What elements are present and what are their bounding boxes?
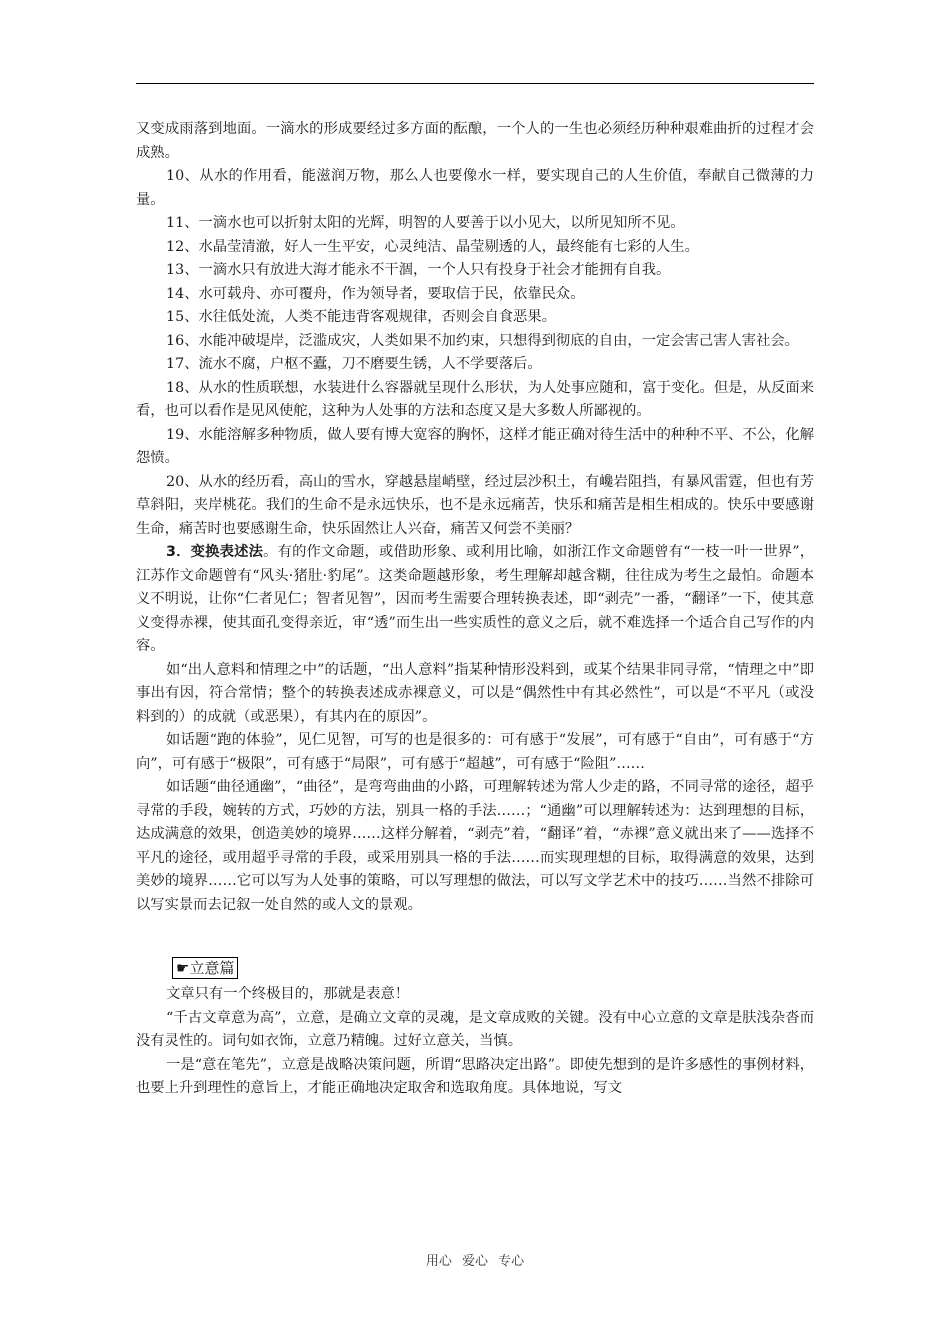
page-footer: 用心 爱心 专心 bbox=[425, 1254, 525, 1269]
list-item: 18、从水的性质联想，水装进什么容器就呈现什么形状，为人处事应随和，富于变化。但是，从反面来看，也可以看作是见风使舵，这种为人处事的方法和态度又是大多数人所鄙视的。 bbox=[136, 379, 814, 419]
paragraph-example-1: 如“出人意料和情理之中”的话题，“出人意料”指某种情形没料到，或某个结果非同寻常，“情理之中”即事出有因，符合常情；整个的转换表述成赤裸意义，可以是“偶然性中有其必然性”，可以是“不平凡（或没料到的）的成就（或恶果），有其内在的原因”。 bbox=[136, 661, 814, 725]
water-points-list bbox=[136, 118, 814, 541]
method-3-body: 。有的作文命题，或借助形象、或利用比喻，如浙江作文命题曾有“一枝一叶一世界”，江苏作文命题曾有“风头·猪肚·豹尾”。这类命题越形象，考生理解却越含糊，往往成为考生之最怕。命题本义不明说，让你“仁者见仁；智者见智”，因而考生需要合理转换表述，即“剥壳”一番，“翻译”一下，使其意义变得赤裸，使其面孔变得亲近，审“透”而生出一些实质性的意义之后，就不难选择一个适合自己写作的内容。 bbox=[136, 544, 814, 654]
list-item: 20、从水的经历看，高山的雪水，穿越悬崖峭壁，经过层沙积土，有巉岩阻挡，有暴风雷霆，但也有芳草斜阳，夹岸桃花。我们的生命不是永远快乐，也不是永远痛苦，快乐和痛苦是相生相成的。快乐中要感谢生命，痛苦时也要感谢生命，快乐固然让人兴奋，痛苦又何尝不美丽？ bbox=[136, 473, 814, 537]
list-item: 又变成雨落到地面。一滴水的形成要经过多方面的酝酿，一个人的一生也必须经历种种艰难曲折的过程才会成熟。 bbox=[136, 121, 814, 161]
list-item: 15、水往低处流，人类不能违背客观规律，否则会自食恶果。 bbox=[166, 309, 556, 325]
paragraph-example-2: 如话题“跑的体验”，见仁见智，可写的也是很多的：可有感于“发展”，可有感于“自由”，可有感于“方向”，可有感于“极限”，可有感于“局限”，可有感于“超越”，可有感于“险阻”…… bbox=[136, 732, 814, 772]
section-heading bbox=[172, 957, 238, 979]
list-item: 16、水能冲破堤岸，泛滥成灾，人类如果不加约束，只想得到彻底的自由，一定会害己害人害社会。 bbox=[166, 332, 799, 349]
list-item: 12、水晶莹清澈，好人一生平安，心灵纯洁、晶莹剔透的人，最终能有七彩的人生。 bbox=[166, 238, 699, 255]
method-3-heading: 3．变换表述法 bbox=[166, 544, 264, 560]
header-rule bbox=[136, 83, 814, 84]
list-item: 19、水能溶解多种物质，做人要有博大宽容的胸怀，这样才能正确对待生活中的种种不平、不公，化解怨愤。 bbox=[136, 426, 814, 466]
document-body bbox=[136, 118, 814, 1101]
paragraph-point-1: 一是“意在笔先”，立意是战略决策问题，所谓“思路决定出路”。即使先想到的是许多感性的事例材料，也要上升到理性的意旨上，才能正确地决定取舍和选取角度。具体地说，写文 bbox=[136, 1056, 814, 1096]
paragraph-lead: 文章只有一个终极目的，那就是表意！ bbox=[166, 986, 410, 1002]
section-gap bbox=[136, 917, 814, 957]
list-item: 10、从水的作用看，能滋润万物，那么人也要像水一样，要实现自己的人生价值，奉献自己微薄的力量。 bbox=[136, 168, 814, 208]
section-title-text: 立意篇 bbox=[189, 959, 235, 977]
method-3-paragraph bbox=[136, 541, 814, 659]
pointing-hand-icon: ☛ bbox=[176, 959, 190, 977]
list-item: 13、一滴水只有放进大海才能永不干涸，一个人只有投身于社会才能拥有自我。 bbox=[166, 262, 671, 278]
paragraph-quote: “千古文章意为高”，立意，是确立文章的灵魂，是文章成败的关键。没有中心立意的文章是肤浅杂沓而没有灵性的。词句如衣饰，立意乃精魄。过好立意关，当慎。 bbox=[136, 1009, 814, 1049]
list-item: 17、流水不腐，户枢不蠹，刀不磨要生锈，人不学要落后。 bbox=[166, 356, 542, 372]
paragraph-example-3: 如话题“曲径通幽”，“曲径”，是弯弯曲曲的小路，可理解转述为常人少走的路，不同寻常的途径，超乎寻常的手段，婉转的方式，巧妙的方法，别具一格的手法……；“通幽”可以理解转述为：达到理想的目标，达成满意的效果，创造美妙的境界……这样分解着，“剥壳”着，“翻译”着，“赤裸”意义就出来了——选择不平凡的途径，或用超乎寻常的手段，或采用别具一格的手法……而实现理想的目标，取得满意的效果，达到美妙的境界……它可以写为人处事的策略，可以写理想的做法，可以写文学艺术中的技巧……当然不排除可以写实景而去记叙一处自然的或人文的景观。 bbox=[136, 779, 814, 913]
list-item: 14、水可载舟、亦可覆舟，作为领导者，要取信于民，依靠民众。 bbox=[166, 285, 585, 302]
section-heading-row bbox=[136, 957, 814, 983]
list-item: 11、一滴水也可以折射太阳的光辉，明智的人要善于以小见大，以所见知所不见。 bbox=[166, 215, 685, 231]
